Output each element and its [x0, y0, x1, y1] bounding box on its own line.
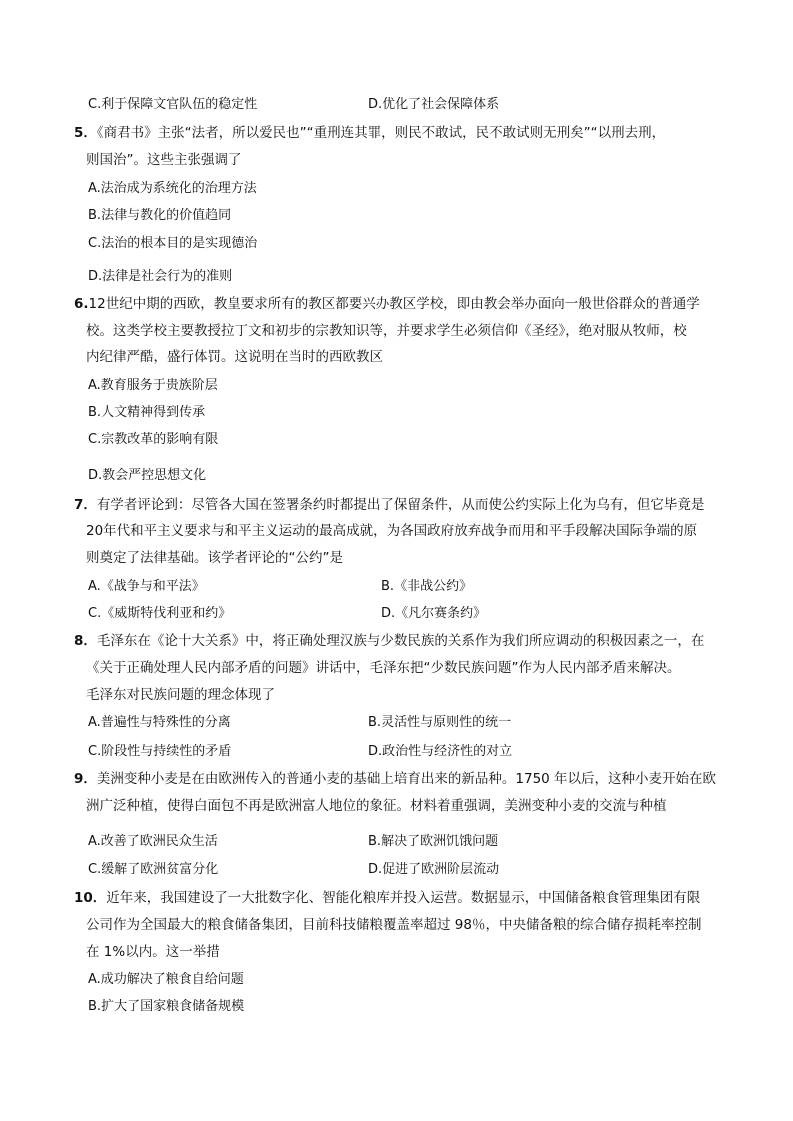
- option-c: C.《威斯特伐利亚和约》: [88, 606, 232, 621]
- option-b: B.人文精神得到传承: [88, 405, 206, 420]
- option-c: C.法治的根本目的是实现德治: [88, 236, 258, 251]
- option-d: D.政治性与经济性的对立: [368, 744, 513, 759]
- question-10-line-3: 在 1%以内。这一举措: [86, 944, 220, 960]
- question-number: 9．: [74, 771, 97, 787]
- question-7-line-1: 7．有学者评论到：尽管各大国在签署条约时都提出了保留条件，从而使公约实际上化为乌有，但它毕竟是: [74, 497, 705, 513]
- question-10-line-1: 10．近年来，我国建设了一大批数字化、智能化粮库并投入运营。数据显示，中国储备粮食管理集团有限: [74, 890, 701, 906]
- option-c: C.阶段性与持续性的矛盾: [88, 744, 232, 759]
- question-6-line-1: 6.12世纪中期的西欧，教皇要求所有的教区都要兴办教区学校，即由教会举办面向一般世俗群众的普通学: [74, 296, 700, 312]
- question-5-line-1: 5．《商君书》主张“法者，所以爱民也”“重刑连其罪，则民不敢试，民不敢试则无刑矣”“以刑去刑，: [74, 125, 666, 141]
- question-5-line-2: 则国治”。这些主张强调了: [86, 152, 242, 168]
- question-9-line-1: 9．美洲变种小麦是在由欧洲传入的普通小麦的基础上培育出来的新品种。1750 年以后，这种小麦开始在欧: [74, 771, 717, 787]
- option-b: B.扩大了国家粮食储备规模: [88, 999, 245, 1014]
- question-number: 8．: [74, 633, 97, 649]
- question-8-line-3: 毛泽东对民族问题的理念体现了: [86, 687, 275, 703]
- question-6-line-2: 校。这类学校主要教授拉丁文和初步的宗教知识等，并要求学生必须信仰《圣经》，绝对服从牧师，校: [86, 323, 687, 339]
- option-a: A.《战争与和平法》: [88, 579, 205, 594]
- option-c: C.宗教改革的影响有限: [88, 432, 219, 447]
- option-a: A.法治成为系统化的治理方法: [88, 181, 257, 196]
- question-7-line-3: 则奠定了法律基础。该学者评论的“公约”是: [86, 550, 343, 566]
- question-8-line-2: 《关于正确处理人民内部矛盾的问题》讲话中，毛泽东把“少数民族问题”作为人民内部矛盾来解决。: [86, 660, 681, 676]
- option-a: A.改善了欧洲民众生活: [88, 834, 218, 849]
- option-d: D.教会严控思想文化: [88, 468, 207, 483]
- option-d: D.优化了社会保障体系: [368, 97, 500, 112]
- option-c: C.缓解了欧洲贫富分化: [88, 862, 219, 877]
- question-8-line-1: 8．毛泽东在《论十大关系》中，将正确处理汉族与少数民族的关系作为我们所应调动的积极因素之一，在: [74, 633, 705, 649]
- option-c: C.利于保障文官队伍的稳定性: [88, 97, 258, 112]
- question-7-line-2: 20年代和平主义要求与和平主义运动的最高成就，为各国政府放弃战争而用和平手段解决国际争端的原: [86, 523, 698, 539]
- question-number: 10．: [74, 890, 107, 906]
- option-d: D.《凡尔赛条约》: [381, 606, 487, 621]
- option-a: A.教育服务于贵族阶层: [88, 378, 218, 393]
- option-b: B.《非战公约》: [381, 579, 473, 594]
- option-a: A.普遍性与特殊性的分离: [88, 715, 231, 730]
- option-d: D.法律是社会行为的准则: [88, 269, 233, 284]
- question-9-line-2: 洲广泛种植，使得白面包不再是欧洲富人地位的象征。材料着重强调，美洲变种小麦的交流与种植: [86, 798, 667, 814]
- option-b: B.解决了欧洲饥饿问题: [368, 834, 499, 849]
- option-d: D.促进了欧洲阶层流动: [368, 862, 500, 877]
- option-a: A.成功解决了粮食自给问题: [88, 972, 244, 987]
- question-6-line-3: 内纪律严酷，盛行体罚。这说明在当时的西欧教区: [86, 349, 383, 365]
- question-number: 7．: [74, 497, 97, 513]
- option-b: B.灵活性与原则性的统一: [368, 715, 512, 730]
- option-b: B.法律与教化的价值趋同: [88, 208, 232, 223]
- question-number: 6.: [74, 296, 89, 312]
- question-10-line-2: 公司作为全国最大的粮食储备集团，目前科技储粮覆盖率超过 98％，中央储备粮的综合储存损耗率控制: [86, 917, 702, 933]
- question-number: 5．: [74, 125, 97, 141]
